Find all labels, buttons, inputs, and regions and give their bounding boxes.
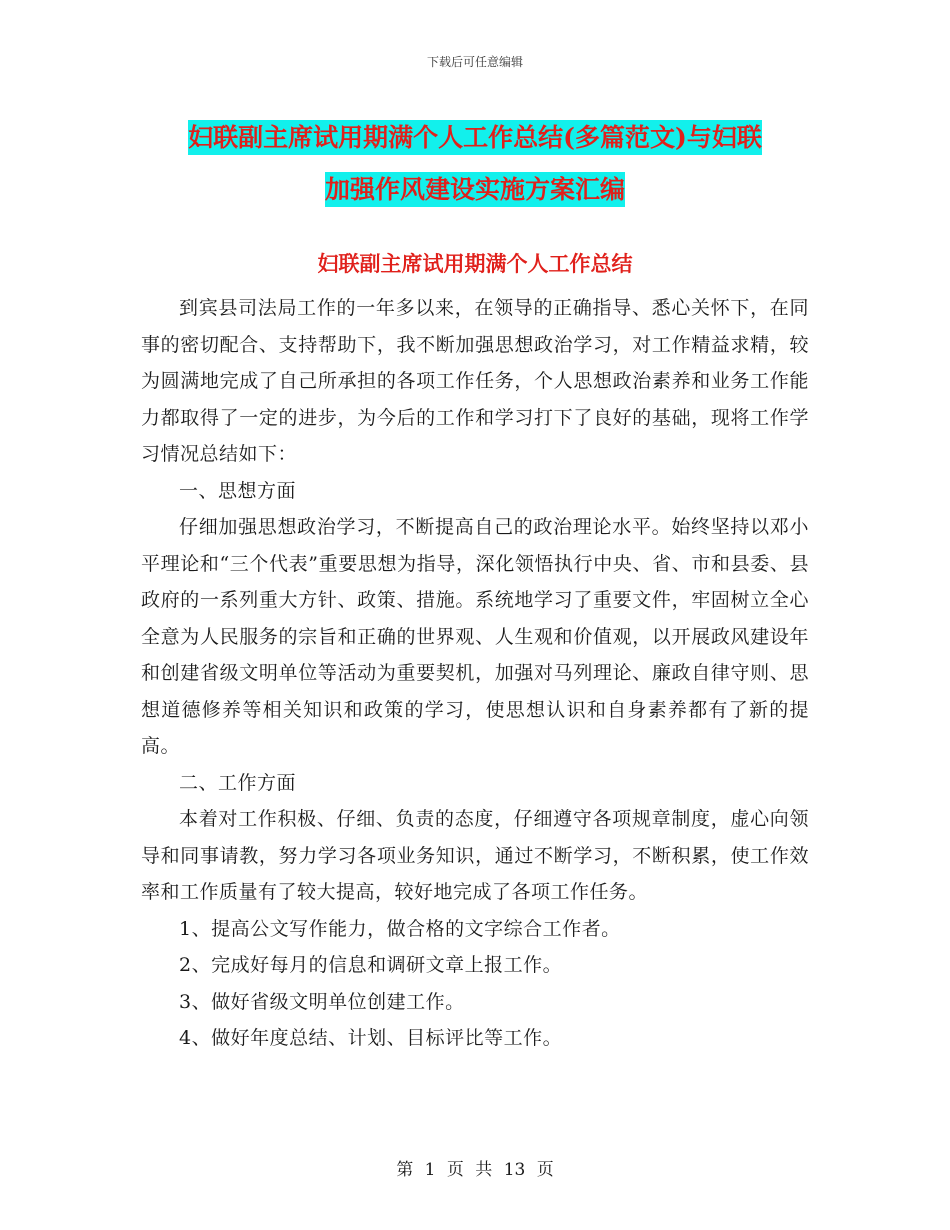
heading-work: 二、工作方面 <box>179 771 297 794</box>
document-title <box>140 112 810 216</box>
header-note: 下载后可任意编辑 <box>426 55 523 69</box>
title-line-1: 妇联副主席试用期满个人工作总结(多篇范文)与妇联 <box>188 120 762 155</box>
heading-ideology: 一、思想方面 <box>179 479 297 502</box>
paragraph-intro: 到宾县司法局工作的一年多以来，在领导的正确指导、悉心关怀下，在同事的密切配合、支持帮助下，我不断加强思想政治学习，对工作精益求精，较为圆满地完成了自己所承担的各项工作任务，个人思想政治素养和业务工作能力都取得了一定的进步，为今后的工作和学习打下了良好的基础，现将工作学习情况总结如下： <box>141 297 809 465</box>
paragraph-work: 本着对工作积极、仔细、负责的态度，仔细遵守各项规章制度，虚心向领导和同事请教，努力学习各项业务知识，通过不断学习，不断积累，使工作效率和工作质量有了较大提高，较好地完成了各项工作任务。 <box>141 808 809 903</box>
list-item-3: 3、做好省级文明单位创建工作。 <box>179 990 465 1013</box>
document-body <box>141 290 809 1057</box>
list-item-1: 1、提高公文写作能力，做合格的文字综合工作者。 <box>179 917 621 940</box>
list-item-2: 2、完成好每月的信息和调研文章上报工作。 <box>179 954 563 976</box>
section-title: 妇联副主席试用期满个人工作总结 <box>317 251 633 276</box>
paragraph-ideology: 仔细加强思想政治学习，不断提高自己的政治理论水平。始终坚持以邓小平理论和“三个代表”重要思想为指导，深化领悟执行中央、省、市和县委、县政府的一系列重大方针、政策、措施。系统地学习了重要文件，牢固树立全心全意为人民服务的宗旨和正确的世界观、人生观和价值观，以开展政风建设年和创建省级文明单位等活动为重要契机，加强对马列理论、廉政自律守则、思想道德修养等相关知识和政策的学习，使思想认识和自身素养都有了新的提高。 <box>141 516 809 757</box>
page-number-footer: 第 1 页 共 13 页 <box>396 1160 554 1180</box>
title-line-2: 加强作风建设实施方案汇编 <box>325 172 625 207</box>
list-item-4: 4、做好年度总结、计划、目标评比等工作。 <box>179 1027 563 1049</box>
